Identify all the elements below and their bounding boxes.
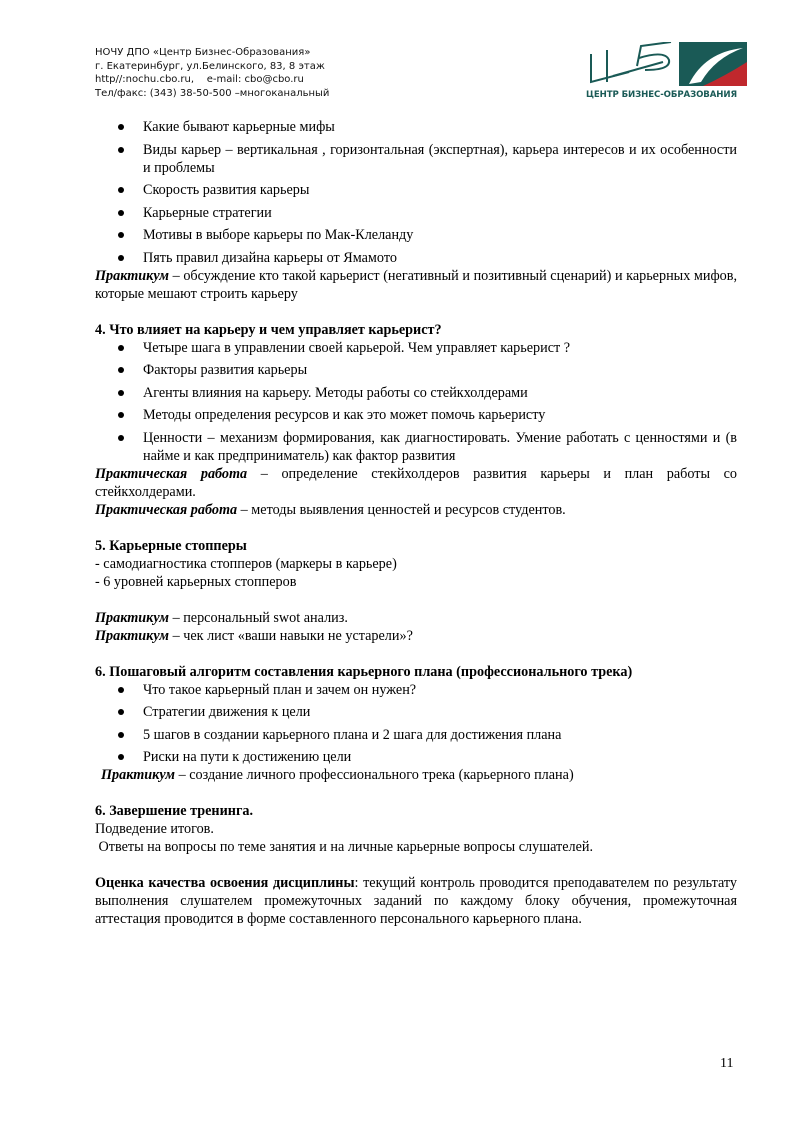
practicum-text: – чек лист «ваши навыки не устарели»?: [169, 627, 413, 644]
list-item: Виды карьер – вертикальная , горизонтальная (экспертная), карьера интересов и их особенности и проблемы: [95, 141, 737, 177]
list-item: 5 шагов в создании карьерного плана и 2 шага для достижения плана: [95, 726, 737, 744]
section7-line: Подведение итогов.: [95, 821, 214, 837]
logo-caption: ЦЕНТР БИЗНЕС-ОБРАЗОВАНИЯ: [586, 90, 737, 100]
list-item: Методы определения ресурсов и как это может помочь карьеристу: [95, 406, 737, 424]
section5-heading: 5. Карьерные стопперы: [95, 537, 247, 554]
section5-line: - 6 уровней карьерных стопперов: [95, 573, 297, 590]
logo-emblem-icon: [679, 42, 747, 86]
section6-practicum: [95, 766, 737, 784]
list-item: Пять правил дизайна карьеры от Ямамото: [95, 249, 737, 267]
list-item: Агенты влияния на карьеру. Методы работы со стейкхолдерами: [95, 384, 737, 402]
practical-work-text: – определение стекйхолдеров развития карьеры и план работы со стейкхолдерами.: [95, 465, 737, 500]
assessment-text: : текущий контроль проводится преподавателем по результату выполнения слушателем промежуточных заданий по каждому блоку обучения, промежуточная аттестация проводится в форме составленного персонального карьерного плана.: [95, 875, 737, 927]
list-item: Мотивы в выборе карьеры по Мак-Клеланду: [95, 226, 737, 244]
section6-bullet-list: [95, 681, 737, 767]
list-item: Какие бывают карьерные мифы: [95, 118, 737, 136]
org-contact-block: [95, 46, 329, 100]
practical-work-text: – методы выявления ценностей и ресурсов студентов.: [237, 501, 566, 518]
practical-work-label: Практическая работа: [95, 465, 248, 482]
practicum-label: Практикум: [95, 609, 170, 626]
org-phone: Тел/факс: (343) 38-50-500 –многоканальный: [95, 87, 330, 99]
section7-line: Ответы на вопросы по теме занятия и на личные карьерные вопросы слушателей.: [95, 839, 594, 855]
page-number: 11: [720, 1056, 734, 1071]
practical-work-label: Практическая работа: [95, 501, 238, 518]
list-item: Ценности – механизм формирования, как диагностировать. Умение работать с ценностями и (в найме и как предприниматель) как фактор развития: [95, 429, 737, 465]
practicum-label: Практикум: [101, 767, 176, 783]
section6-heading: 6. Пошаговый алгоритм составления карьерного плана (профессионального трека): [95, 663, 633, 680]
list-item: Факторы развития карьеры: [95, 361, 737, 379]
org-address: г. Екатеринбург, ул.Белинского, 83, 8 этаж: [95, 60, 325, 72]
section3-practicum: [95, 267, 737, 303]
practicum-text: – создание личного профессионального трека (карьерного плана): [175, 767, 574, 783]
list-item: Четыре шага в управлении своей карьерой. Чем управляет карьерист ?: [95, 339, 737, 357]
org-name: НОЧУ ДПО «Центр Бизнес-Образования»: [95, 47, 311, 58]
practicum-text: – обсуждение кто такой карьерист (негативный и позитивный сценарий) и карьерных мифов, которые мешают строить карьеру: [95, 267, 737, 302]
section5-line: - самодиагностика стопперов (маркеры в карьере): [95, 555, 397, 572]
assessment-paragraph: [95, 874, 737, 928]
section5-practicum-2: [95, 627, 737, 645]
section3-bullet-list: [95, 118, 737, 267]
section7-heading: 6. Завершение тренинга.: [95, 803, 254, 819]
list-item: Риски на пути к достижению цели: [95, 748, 737, 766]
document-body: [95, 118, 737, 928]
practicum-label: Практикум: [95, 267, 170, 284]
list-item: Что такое карьерный план и зачем он нужен?: [95, 681, 737, 699]
list-item: Стратегии движения к цели: [95, 703, 737, 721]
section4-heading: 4. Что влияет на карьеру и чем управляет карьерист?: [95, 321, 442, 338]
section4-practical-work-1: [95, 465, 737, 501]
section5-practicum-1: [95, 609, 737, 627]
list-item: Скорость развития карьеры: [95, 181, 737, 199]
section4-bullet-list: [95, 339, 737, 465]
practicum-text: – персональный swot анализ.: [169, 609, 348, 626]
list-item: Карьерные стратегии: [95, 204, 737, 222]
assessment-label: Оценка качества освоения дисциплины: [95, 875, 355, 891]
practicum-label: Практикум: [95, 627, 170, 644]
org-web-email: http//:nochu.cbo.ru, e-mail: cbo@cbo.ru: [95, 74, 304, 85]
section4-practical-work-2: [95, 501, 737, 519]
logo-letters-icon: [591, 42, 671, 82]
